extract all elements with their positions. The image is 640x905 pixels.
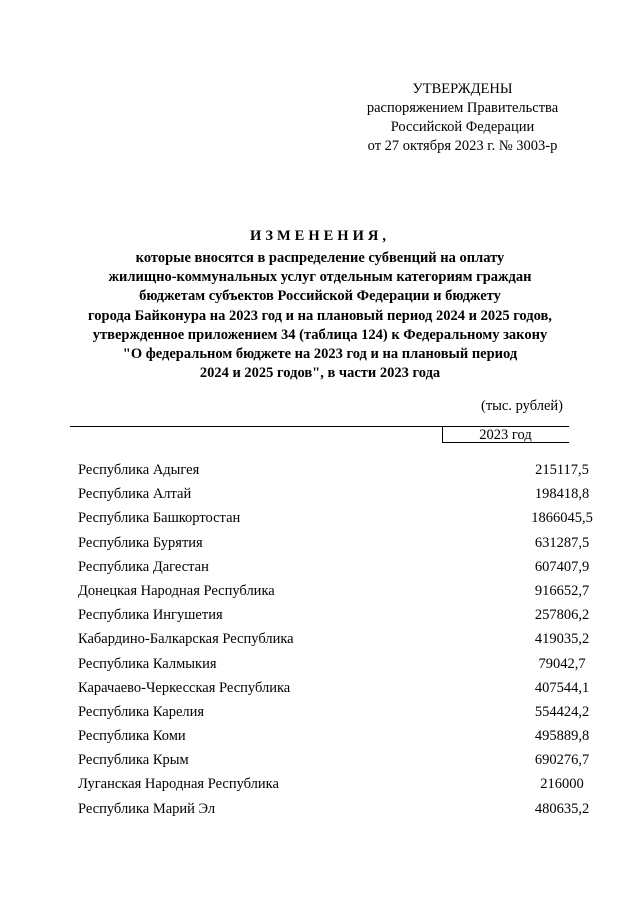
table-row xyxy=(78,556,590,580)
region-value: 215117,5 xyxy=(535,462,589,478)
subtitle-line: которые вносятся в распределение субвенций на оплату xyxy=(135,250,505,266)
table-row xyxy=(78,532,590,556)
region-value: 495889,8 xyxy=(534,728,590,745)
table-body xyxy=(78,459,593,822)
table-row xyxy=(78,580,590,604)
region-value: 407544,1 xyxy=(534,679,590,696)
subtitle-line: утвержденное приложением 34 (таблица 124) к Федеральному закону xyxy=(92,326,548,343)
table-row xyxy=(78,604,590,628)
region-value: 79042,7 xyxy=(538,655,586,672)
approved-heading: УТВЕРЖДЕНЫ xyxy=(412,81,513,97)
region-name: Республика Марий Эл xyxy=(78,800,216,817)
approval-line-1: распоряжением Правительства xyxy=(366,100,559,116)
table-row xyxy=(78,798,590,822)
region-name: Республика Алтай xyxy=(78,486,192,503)
table-row xyxy=(78,483,590,507)
region-name: Республика Крым xyxy=(78,752,189,769)
table-row xyxy=(78,701,590,725)
region-value: 690276,7 xyxy=(534,752,590,769)
table-row xyxy=(78,628,590,652)
region-name: Кабардино-Балкарская Республика xyxy=(78,631,294,648)
table-row xyxy=(78,653,586,677)
document-subtitle xyxy=(40,249,600,383)
region-name: Республика Калмыкия xyxy=(78,655,217,672)
region-name: Республика Дагестан xyxy=(78,558,209,575)
region-value: 257806,2 xyxy=(534,607,590,624)
region-value: 216000 xyxy=(540,776,584,793)
region-value: 607407,9 xyxy=(534,558,590,575)
document-title: ИЗМЕНЕНИЯ, xyxy=(250,228,390,244)
region-name: Республика Адыгея xyxy=(78,462,200,478)
region-name: Луганская Народная Республика xyxy=(78,776,279,793)
subtitle-line: 2024 и 2025 годов", в части 2023 года xyxy=(199,365,441,382)
region-value: 198418,8 xyxy=(534,486,590,503)
approval-block xyxy=(340,80,585,156)
table-row xyxy=(78,507,593,531)
subtitle-line: жилищно-коммунальных услуг отдельным категориям граждан xyxy=(108,269,532,286)
table-row xyxy=(78,725,590,749)
table-row xyxy=(78,773,584,797)
approval-line-3: от 27 октября 2023 г. № 3003-р xyxy=(367,138,558,154)
region-name: Республика Башкортостан xyxy=(78,510,241,527)
table-row xyxy=(78,459,589,483)
region-name: Донецкая Народная Республика xyxy=(78,582,275,599)
table-row xyxy=(78,677,590,701)
region-value: 554424,2 xyxy=(534,703,590,720)
region-name: Республика Ингушетия xyxy=(78,607,223,624)
units-label: (тыс. рублей) xyxy=(481,398,563,414)
region-value: 916652,7 xyxy=(534,582,590,599)
region-name: Республика Бурятия xyxy=(78,534,203,551)
region-value: 631287,5 xyxy=(534,534,590,551)
subtitle-line: бюджетам субъектов Российской Федерации и бюджету xyxy=(139,288,501,305)
region-value: 419035,2 xyxy=(534,631,590,648)
column-header-year: 2023 год xyxy=(479,427,532,443)
table-header-rule xyxy=(442,442,569,443)
region-value: 1866045,5 xyxy=(531,510,593,527)
subtitle-line: города Байконура на 2023 год и на плановый период 2024 и 2025 годов, xyxy=(88,307,552,324)
region-value: 480635,2 xyxy=(534,800,590,817)
table-row xyxy=(78,749,590,773)
subtitle-line: "О федеральном бюджете на 2023 год и на плановый период xyxy=(122,346,518,363)
region-name: Республика Коми xyxy=(78,728,186,745)
approval-line-2: Российской Федерации xyxy=(390,119,535,135)
region-name: Республика Карелия xyxy=(78,703,205,720)
region-name: Карачаево-Черкесская Республика xyxy=(78,679,291,696)
